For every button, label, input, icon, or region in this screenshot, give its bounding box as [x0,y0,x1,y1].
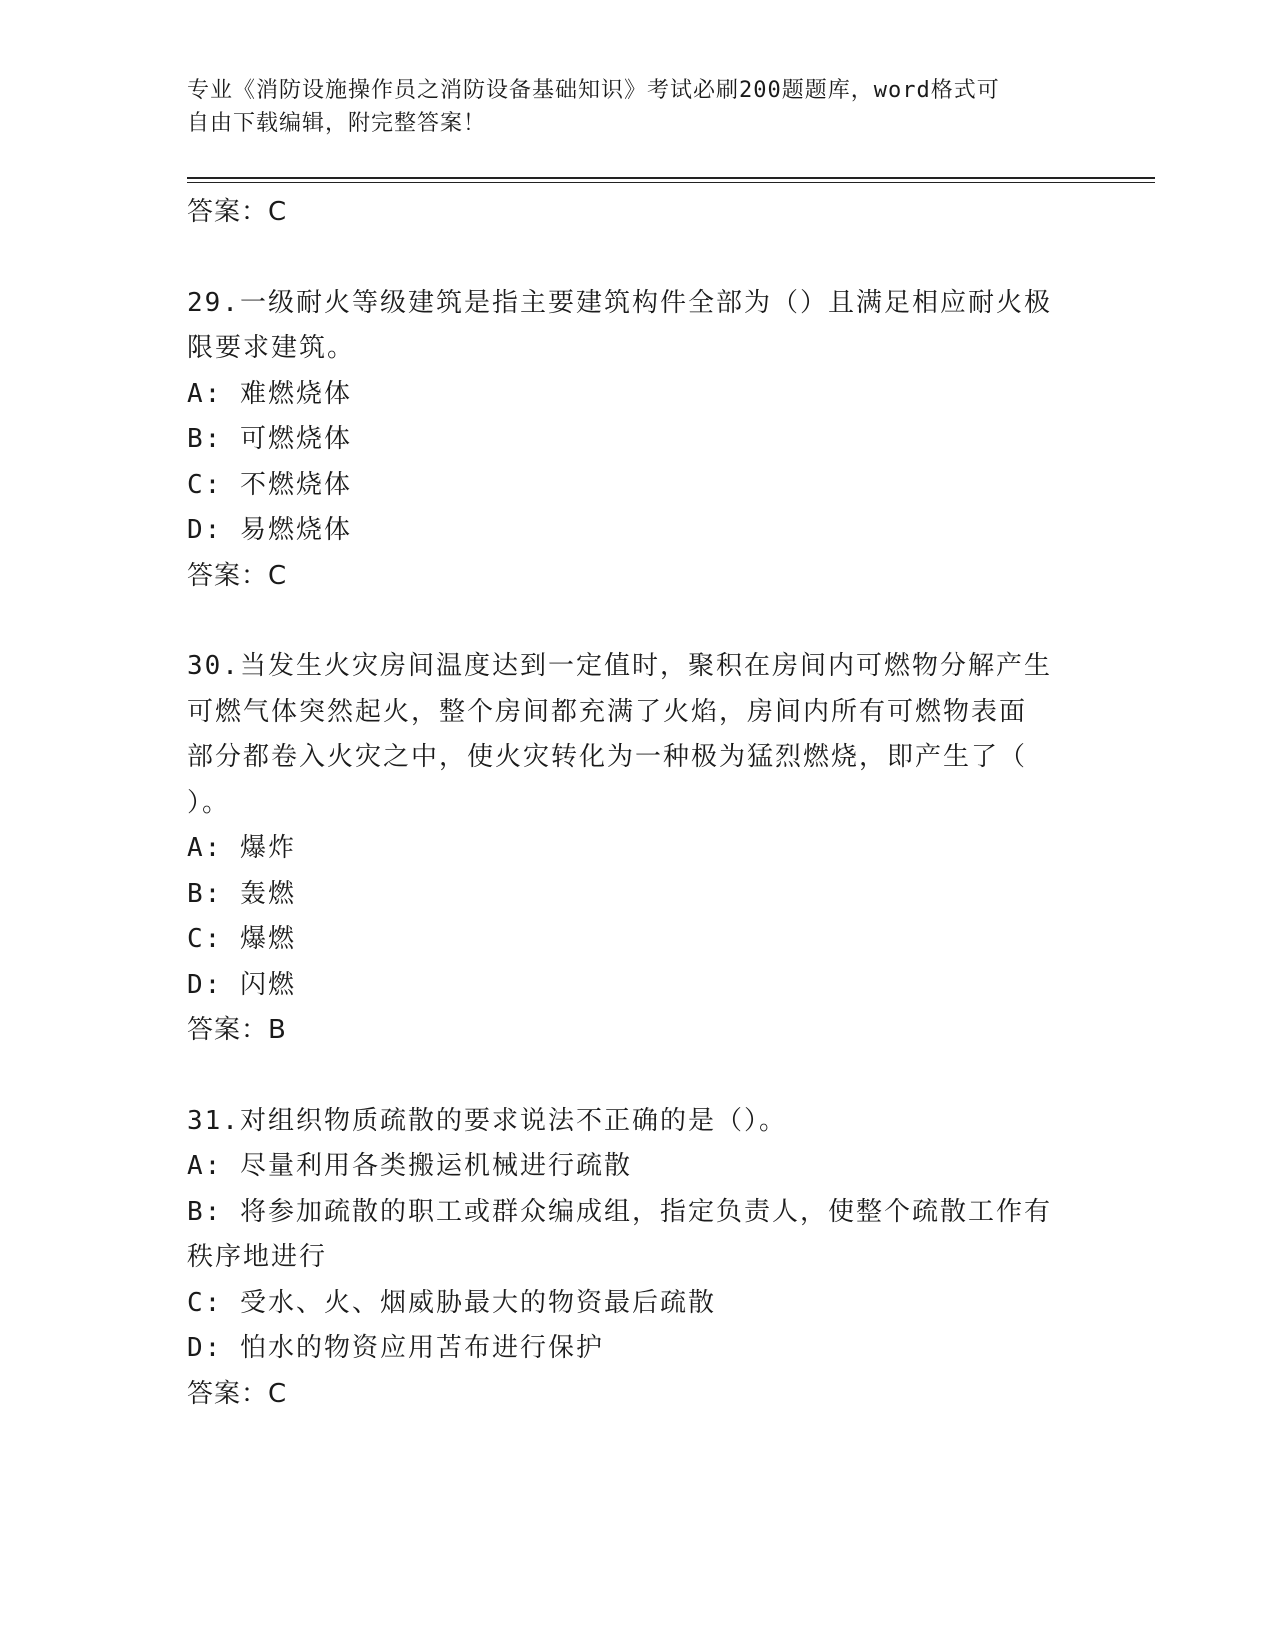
question-29 [187,281,1087,600]
option-b: B: 将参加疏散的职工或群众编成组，指定负责人，使整个疏散工作有 [187,1196,1052,1227]
document-header [187,74,1067,140]
option-a: A: 爆炸 [187,833,296,863]
header-divider-thin [187,182,1155,183]
option-c: C: 不燃烧体 [187,469,352,500]
question-text-line: 29.一级耐火等级建筑是指主要建筑构件全部为（）且满足相应耐火极 [187,287,1052,318]
answer: 答案：B [187,1015,287,1045]
question-text-line: 部分都卷入火灾之中，使火灾转化为一种极为猛烈燃烧，即产生了（ [187,742,1028,772]
option-d: D: 闪燃 [187,969,296,1000]
option-b: B: 轰燃 [187,878,296,909]
option-d: D: 怕水的物资应用苫布进行保护 [187,1333,604,1363]
question-31 [187,1099,1087,1418]
previous-answer: 答案：C [187,197,288,227]
question-text-line: 30.当发生火灾房间温度达到一定值时，聚积在房间内可燃物分解产生 [187,651,1052,681]
option-a: A: 尽量利用各类搬运机械进行疏散 [187,1151,632,1181]
option-c: C: 爆燃 [187,924,296,954]
question-list [187,190,1087,1417]
option-d: D: 易燃烧体 [187,515,352,545]
answer: 答案：C [187,560,288,591]
question-text-line: 31.对组织物质疏散的要求说法不正确的是（）。 [187,1105,787,1136]
option-c: C: 受水、火、烟威胁最大的物资最后疏散 [187,1287,716,1318]
option-a: A: 难燃烧体 [187,378,352,409]
option-b-continued: 秩序地进行 [187,1242,328,1272]
answer: 答案：C [187,1378,288,1409]
header-line: 专业《消防设施操作员之消防设备基础知识》考试必刷200题题库，word格式可 [187,78,1000,103]
question-text-line: ）。 [187,787,231,818]
question-text-line: 可燃气体突然起火，整个房间都充满了火焰，房间内所有可燃物表面 [187,696,1028,727]
question-text-line: 限要求建筑。 [187,333,356,363]
header-line: 自由下载编辑，附完整答案！ [187,111,487,136]
option-b: B: 可燃烧体 [187,424,352,454]
header-divider [187,177,1155,179]
question-30 [187,644,1087,1054]
